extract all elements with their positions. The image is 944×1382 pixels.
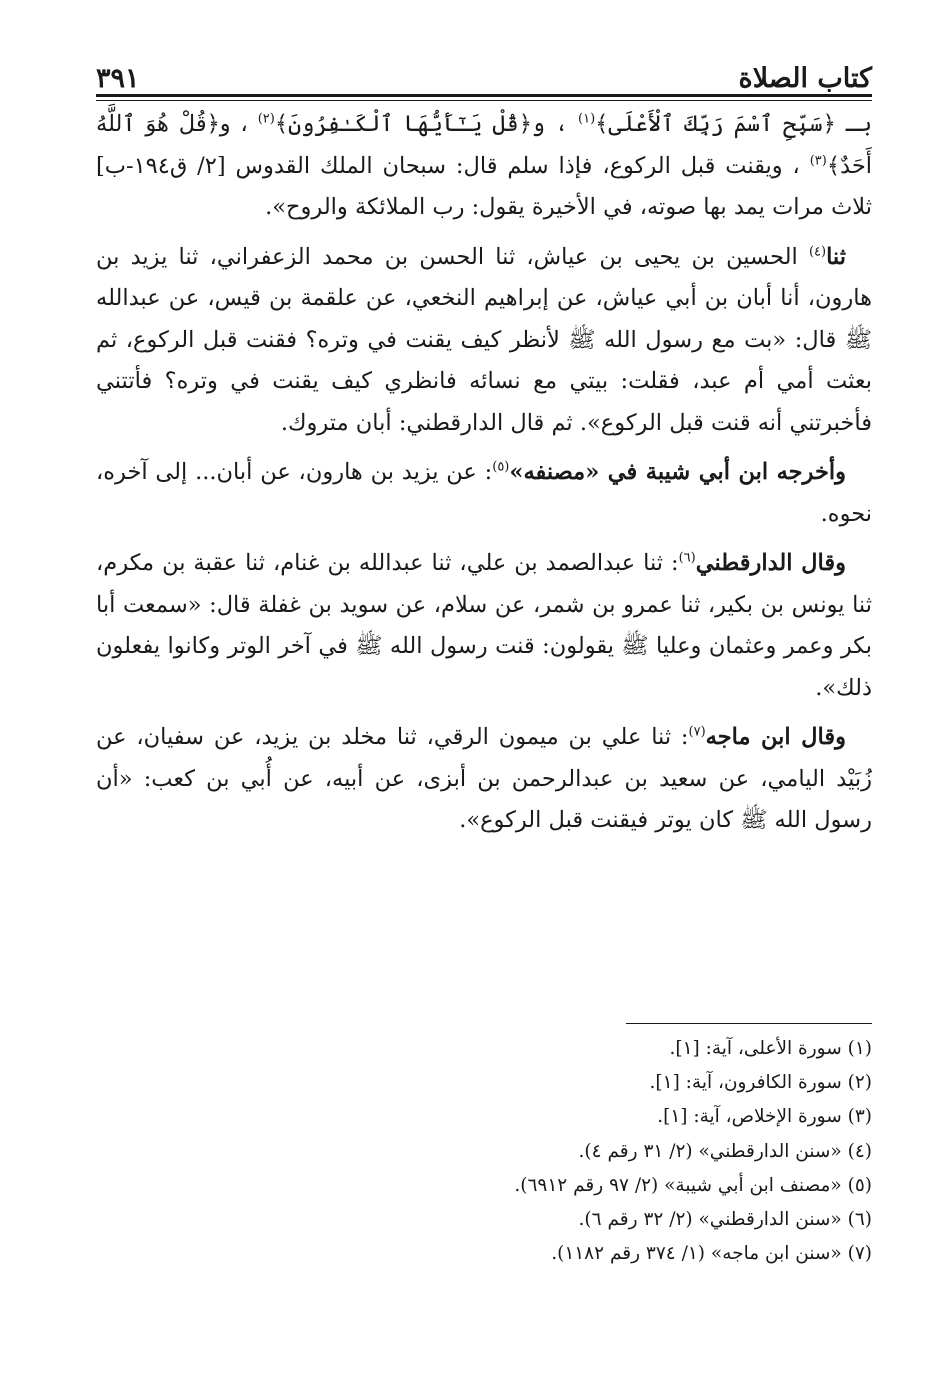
p4-lead: وقال الدارقطني xyxy=(695,550,846,576)
footnote-6: (٦) «سنن الدارقطني» (٢/ ٣٢ رقم ٦). xyxy=(578,1209,872,1231)
paragraph-4 xyxy=(96,543,872,709)
footnote-ref-2: (٢) xyxy=(257,111,275,127)
header-rule xyxy=(96,94,872,101)
p3-lead: وأخرجه ابن أبي شيبة في «مصنفه» xyxy=(509,459,846,485)
paragraph-3 xyxy=(96,452,872,535)
footnote-ref-6: (٦) xyxy=(678,550,696,566)
page-number: ٣٩١ xyxy=(96,63,140,94)
paragraph-2 xyxy=(96,237,872,445)
page-header xyxy=(96,44,872,94)
main-text xyxy=(96,104,872,850)
paragraph-1 xyxy=(96,104,872,229)
footnote-1: (١) سورة الأعلى، آية: [١]. xyxy=(669,1038,872,1059)
p2-lead: ثنا xyxy=(826,243,846,270)
p2-text: الحسين بن يحيى بن عياش، ثنا الحسن بن محمد الزعفراني، ثنا يزيد بن هارون، أنا أبان بن أبي عياش، عن إبراهيم النخعي، عن علقمة بن قيس، عن عبدالله ﷺ قال: «بت مع رسول الله ﷺ لأنظر كيف يقنت في وتره؟ فقنت قبل الركوع، ثم بعثت أمي أم عبد، فقلت: بيتي مع نسائه فانظري كيف يقنت في وتره؟ فأتتني فأخبرتني أنه قنت قبل الركوع». ثم قال الدارقطني: أبان متروك. xyxy=(96,243,872,436)
footnote-ref-7: (٧) xyxy=(688,724,706,740)
p5-lead: وقال ابن ماجه xyxy=(705,724,846,750)
paragraph-5 xyxy=(96,717,872,842)
p1-quran-1: بـ ﴿سَبِّحِ ٱسْمَ رَبِّكَ ٱلْأَعْلَى﴾ xyxy=(595,111,872,137)
footnote-ref-4: (٤) xyxy=(808,244,827,259)
p1-text: ، ويقنت قبل الركوع، فإذا سلم قال: سبحان الملك القدوس [٢/ ق١٩٤-ب] ثلاث مرات يمد بها صوته، في الأخيرة يقول: رب الملائكة والروح». xyxy=(96,152,872,220)
p1-quran-3: ، و﴿قُلْ هُوَ ٱللَّهُ أَحَدٌ﴾ xyxy=(96,111,872,179)
footnote-7: (٧) «سنن ابن ماجه» (١/ ٣٧٤ رقم ١١٨٢). xyxy=(551,1243,872,1265)
p4-text: : ثنا عبدالصمد بن علي، ثنا عبدالله بن غنام، ثنا عقبة بن مكرم، ثنا يونس بن بكير، ثنا عمرو بن شمر، عن سلام، عن سويد بن غفلة قال: «سمعت أبا بكر وعمر وعثمان وعليا ﷺ يقولون: قنت رسول الله ﷺ في آخر الوتر وكانوا يفعلون ذلك». xyxy=(96,550,872,701)
footnote-4: (٤) «سنن الدارقطني» (٢/ ٣١ رقم ٤). xyxy=(578,1140,872,1162)
footnote-2: (٢) سورة الكافرون، آية: [١]. xyxy=(649,1072,872,1094)
footnote-ref-5: (٥) xyxy=(492,459,510,475)
chapter-title: كتاب الصلاة xyxy=(738,63,872,94)
p3-text: : عن يزيد بن هارون، عن أبان... إلى آخره، نحوه. xyxy=(96,459,872,527)
footnote-5: (٥) «مصنف ابن أبي شيبة» (٢/ ٩٧ رقم ٦٩١٢). xyxy=(514,1174,872,1196)
footnote-separator xyxy=(626,1023,872,1024)
footnote-3: (٣) سورة الإخلاص، آية: [١]. xyxy=(657,1106,872,1128)
p5-text: : ثنا علي بن ميمون الرقي، ثنا مخلد بن يزيد، عن سفيان، عن زُبَيْد اليامي، عن سعيد بن عبدالرحمن بن أبزى، عن أبيه، عن أُبي بن كعب: «أن رسول الله ﷺ كان يوتر فيقنت قبل الركوع». xyxy=(96,724,872,833)
footnote-ref-3: (٣) xyxy=(809,153,827,168)
p1-quran-2: ، و﴿قُلْ يَـٰٓأَيُّهَا ٱلْكَـٰفِرُونَ﴾ xyxy=(274,111,569,137)
footnotes xyxy=(96,1032,872,1271)
footnote-ref-1: (١) xyxy=(578,111,596,127)
